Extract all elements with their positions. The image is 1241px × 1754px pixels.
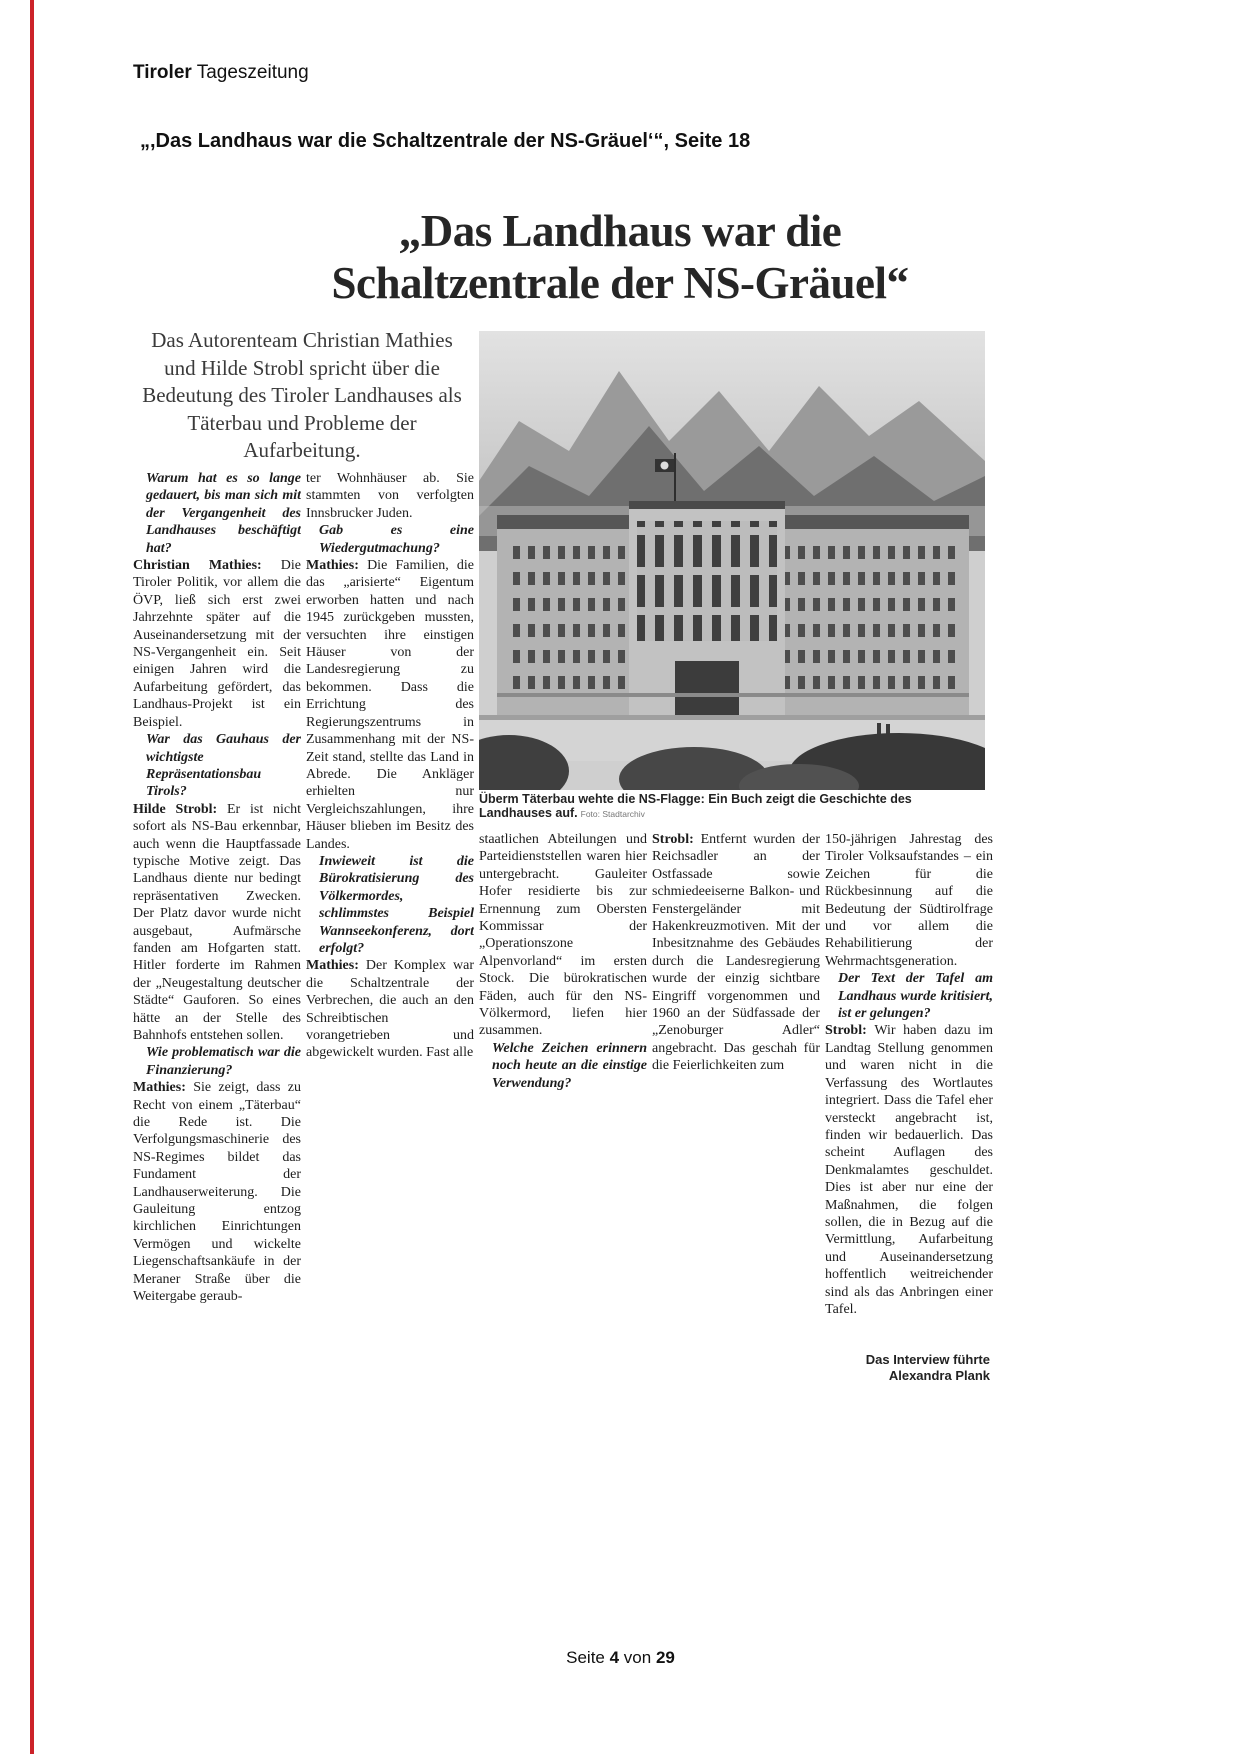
interview-question: War das Gauhaus der wichtigste Repräsentationsbau Tirols? <box>146 732 301 800</box>
article-column-5 <box>825 831 993 1346</box>
speaker-name: Christian Mathies: <box>133 558 281 574</box>
building-tower-windows <box>637 521 777 641</box>
speaker-name: Mathies: <box>306 558 368 574</box>
article-paragraph: Strobl: Wir haben dazu im Landtag Stellung genommen und waren nicht in die Verfassung des Wortlautes integriert. Dass die Tafel eher versteckt angebracht ist, finden wir bedauerlich. Das scheint Auflagen des Denkmalamtes geschuldet. Dies ist aber nur eine der Maßnahmen, die folgen sollen, die in Bezug auf die Vermittlung, Aufarbeitung und Auseinandersetzung hoffentlich weitreichender sind als das Anbringen einer Tafel. <box>825 1023 993 1317</box>
left-margin-rule <box>30 0 34 1754</box>
article-paragraph: Strobl: Entfernt wurden der Reichsadler an der Ostfassade sowie schmiedeeiserne Balkon- und Fenstergeländer mit Hakenkreuzmotiven. Mit der Inbesitznahme des Gebäudes durch die Landesregierung wurde der einzig sichtbare Eingriff vorgenommen und 1960 an der Südfassade der „Zenoburger Adler“ angebracht. Das geschah für die Feierlichkeiten zum <box>652 832 821 1074</box>
headline-line-2: Schaltzentrale der NS-Gräuel“ <box>331 258 909 308</box>
article-column-1 <box>133 470 301 1360</box>
article-paragraph: 150-jährigen Jahrestag des Tiroler Volksaufstandes – ein Zeichen für die Rückbesinnung auf die Bedeutung der Südtirolfrage und vor allem die Rehabilitierung der Wehrmachtsgeneration. <box>825 832 993 969</box>
photo-caption-text: Überm Täterbau wehte die NS-Flagge: Ein Buch zeigt die Geschichte des Landhauses auf. <box>479 792 912 820</box>
byline-line-2: Alexandra Plank <box>888 1368 990 1383</box>
interview-question: Der Text der Tafel am Landhaus wurde kritisiert, ist er gelungen? <box>838 971 993 1022</box>
footer-seite-label: Seite <box>566 1648 610 1667</box>
article-paragraph: Hilde Strobl: Er ist nicht sofort als NS-Bau erkennbar, auch wenn die Hauptfassade typische Motive zeigt. Das Landhaus diente nur bedingt repräsentativen Zwecken. Der Platz davor wurde nicht ausgebaut, Aufmärsche fanden am Hofgarten statt. Hitler forderte im Rahmen der „Neugestaltung deutscher Städte“ Gauforen. So eines hätte an der Stelle des Bahnhofs entstehen sollen. <box>133 801 301 1043</box>
article-byline <box>790 1352 990 1384</box>
article-headline <box>240 205 1000 309</box>
plaza-wall <box>479 715 985 720</box>
photo-figure-2 <box>886 724 890 734</box>
building-tower-cornice <box>629 501 785 509</box>
building-entrance <box>675 661 739 719</box>
article-lede: Das Autorenteam Christian Mathies und Hilde Strobl spricht über die Bedeutung des Tiroler Landhauses als Täterbau und Probleme der Aufarbeitung. <box>142 328 462 462</box>
article-paragraph: Christian Mathies: Die Tiroler Politik, vor allem die ÖVP, ließ sich erst zwei Jahrzehnte später auf die Auseinandersetzung mit der NS-Vergangenheit ein. Seit einigen Jahren wird die Aufarbeitung gefördert, das Landhaus-Projekt ist ein Beispiel. <box>133 558 301 730</box>
speaker-name: Hilde Strobl: <box>133 801 227 817</box>
article-column-3 <box>479 831 647 1092</box>
interview-question: Inwieweit ist die Bürokratisierung des Völkermordes, schlimmstes Beispiel Wannseekonferenz, dort erfolgt? <box>319 853 474 956</box>
article-column-2 <box>306 470 474 1125</box>
building-windows-right <box>785 541 961 691</box>
footer-total-pages: 29 <box>655 1648 675 1667</box>
interview-question: Gab es eine Wiedergutmachung? <box>319 523 474 556</box>
interview-question: Wie problematisch war die Finanzierung? <box>146 1045 301 1078</box>
speaker-name: Mathies: <box>306 958 366 974</box>
masthead-brand: Tiroler <box>133 62 192 83</box>
building-windows-left <box>505 541 629 691</box>
masthead-rest: Tageszeitung <box>191 62 309 83</box>
speaker-name: Strobl: <box>825 1023 875 1039</box>
speaker-name: Strobl: <box>652 832 701 847</box>
article-paragraph: Mathies: Der Komplex war die Schaltzentrale der Verbrechen, die auch an den Schreibtischen vorangetrieben und abgewickelt wurden. Fast alle <box>306 958 474 1061</box>
photo-credit: Foto: Stadtarchiv <box>580 809 645 819</box>
article-photo <box>479 331 985 790</box>
footer-von-label: von <box>619 1648 656 1667</box>
page-footer <box>0 1648 1241 1668</box>
landhaus-photo-illustration <box>479 331 985 790</box>
interview-question: Warum hat es so lange gedauert, bis man sich mit der Vergangenheit des Landhauses beschäftigt hat? <box>146 471 301 556</box>
masthead <box>133 62 309 84</box>
byline-line-1: Das Interview führte <box>865 1352 990 1367</box>
headline-line-1: „Das Landhaus war die <box>398 206 842 256</box>
article-column-4 <box>652 831 820 1075</box>
speaker-name: Mathies: <box>133 1080 194 1096</box>
photo-caption <box>479 792 985 820</box>
interview-question: Welche Zeichen erinnern noch heute an die einstige Verwendung? <box>492 1040 647 1091</box>
photo-figure-1 <box>877 723 881 734</box>
article-paragraph: Mathies: Die Familien, die das „arisierte“ Eigentum erworben hatten und nach 1945 zurückgeben mussten, versuchten ihre einstigen Häuser von der Landesregierung zu bekommen. Dass die Errichtung des Regierungszentrums in Zusammenhang mit der NS-Zeit stand, stellte das Land in Abrede. Die Ankläger erhielten nur Vergleichszahlungen, ihre Häuser blieben im Besitz des Landes. <box>306 558 474 852</box>
building-base-line <box>497 693 969 697</box>
reference-headline: „,Das Landhaus war die Schaltzentrale der NS-Gräuel‘“, Seite 18 <box>140 130 751 152</box>
article-paragraph: Mathies: Sie zeigt, dass zu Recht von einem „Täterbau“ die Rede ist. Die Verfolgungsmaschinerie des NS-Regimes bildet das Fundament der Landhauserweiterung. Die Gauleitung entzog kirchlichen Einrichtungen Vermögen und wickelte Liegenschaftsankäufe in der Meraner Straße über die Weitergabe geraub- <box>133 1080 301 1305</box>
article-paragraph: ter Wohnhäuser ab. Sie stammten von verfolgten Innsbrucker Juden. <box>306 471 474 521</box>
footer-page-number: 4 <box>609 1648 620 1667</box>
article-paragraph: staatlichen Abteilungen und Parteidienststellen waren hier untergebracht. Gauleiter Hofer residierte bis zur Ernennung zum Obersten Kommissar der „Operationszone Alpenvorland“ im ersten Stock. Die bürokratischen Fäden, auch für den NS-Völkermord, liefen hier zusammen. <box>479 832 647 1039</box>
